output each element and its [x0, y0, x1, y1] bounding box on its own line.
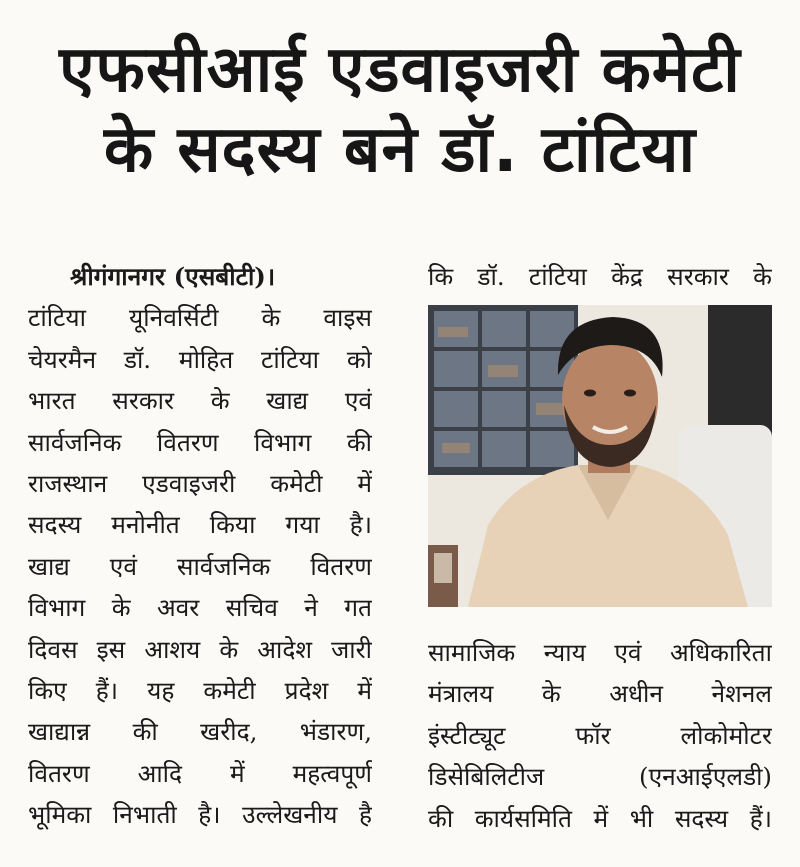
body-line: राजस्थान एडवाइजरी कमेटी में [28, 468, 372, 498]
body-line: सार्वजनिक वितरण विभाग की [28, 427, 372, 457]
body-line: चेयरमैन डॉ. मोहित टांटिया को [28, 344, 372, 374]
body-line: भूमिका निभाती है। उल्लेखनीय है [28, 800, 372, 830]
body-line: वितरण आदि में महत्वपूर्ण [28, 758, 372, 788]
man-portrait-icon [428, 305, 772, 607]
dateline: श्रीगंगानगर (एसबीटी)। [70, 262, 276, 291]
body-line: भारत सरकार के खाद्य एवं [28, 386, 372, 416]
portrait-photo [428, 305, 772, 607]
body-line: कि डॉ. टांटिया केंद्र सरकार के [428, 262, 772, 291]
article-column-right-top [428, 256, 772, 297]
body-line: सदस्य मनोनीत किया गया है। [28, 510, 372, 540]
body-line: खाद्यान्न की खरीद, भंडारण, [28, 717, 372, 747]
article-column-left [28, 256, 372, 835]
body-line: मंत्रालय के अधीन नेशनल [428, 679, 772, 709]
body-line: दिवस इस आशय के आदेश जारी [28, 634, 372, 664]
body-line: सामाजिक न्याय एवं अधिकारिता [428, 638, 772, 667]
body-line: विभाग के अवर सचिव ने गत [28, 593, 372, 623]
body-line: की कार्यसमिति में भी सदस्य हैं। [428, 803, 772, 833]
body-line: खाद्य एवं सार्वजनिक वितरण [28, 551, 372, 581]
body-line: टांटिया यूनिवर्सिटी के वाइस [28, 303, 372, 333]
body-line: इंस्टीट्यूट फॉर लोकोमोटर [428, 720, 772, 750]
body-line: किए हैं। यह कमेटी प्रदेश में [28, 675, 372, 705]
body-line: डिसेबिलिटीज (एनआईएलडी) [428, 762, 772, 792]
article-column-right-bottom [428, 632, 772, 839]
headline-line-1: एफसीआई एडवाइजरी कमेटी [59, 33, 741, 107]
headline-line-2: के सदस्य बने डॉ. टांटिया [103, 113, 697, 187]
headline [0, 30, 800, 190]
